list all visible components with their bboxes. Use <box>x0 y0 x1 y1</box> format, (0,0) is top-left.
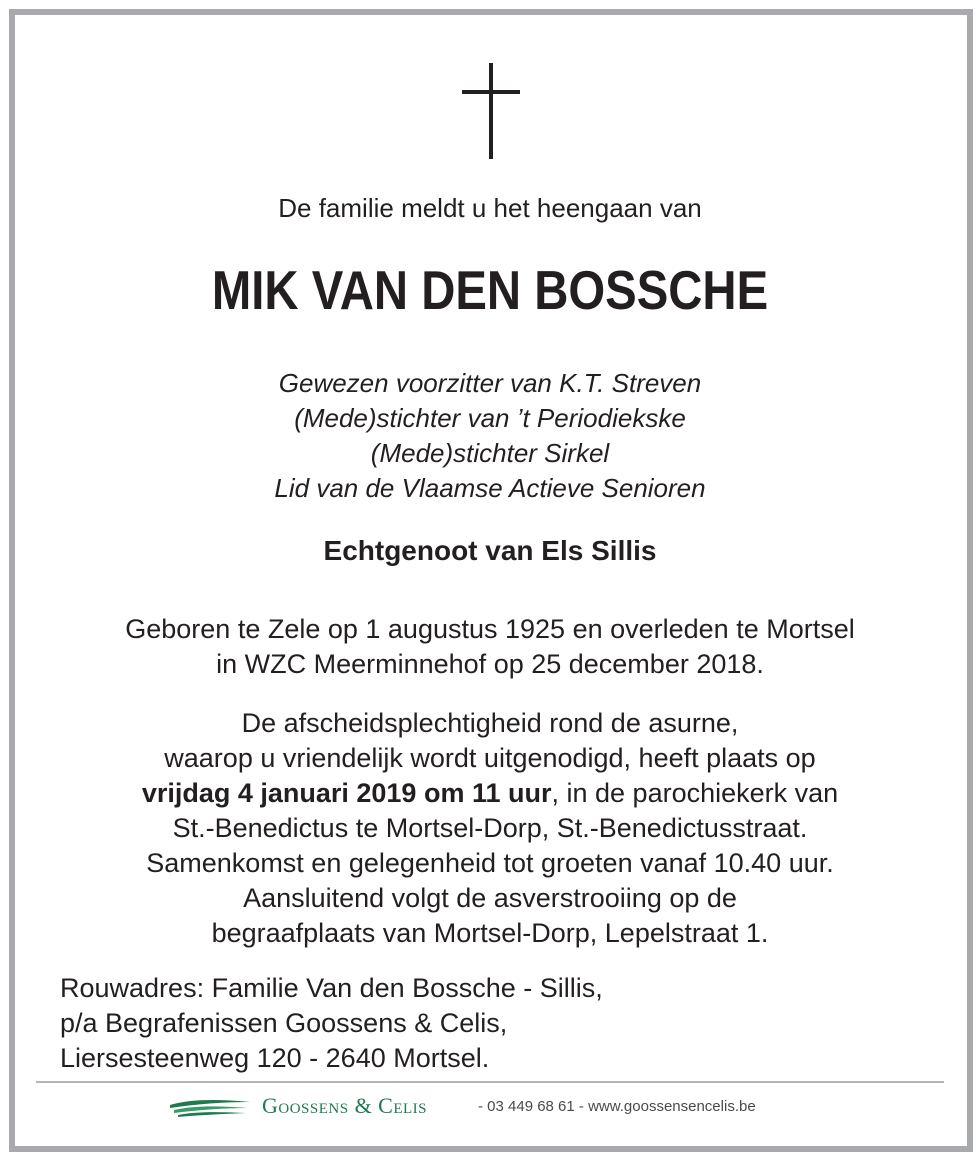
role-item: (Mede)stichter Sirkel <box>370 438 610 468</box>
ceremony-location-start: , in de parochiekerk van <box>551 778 839 808</box>
ceremony-line-6: Aansluitend volgt de asverstrooiing op de <box>243 883 737 913</box>
funeral-home-contact[interactable]: - 03 449 68 61 - www.goossensencelis.be <box>478 1098 756 1115</box>
swoosh-logo-icon <box>168 1096 252 1118</box>
ceremony-line-3 <box>40 776 940 811</box>
address-line-1: Rouwadres: Familie Van den Bossche - Sillis, <box>60 973 603 1003</box>
address-line-3: Liersesteenweg 120 - 2640 Mortsel. <box>60 1043 490 1073</box>
roles-list <box>40 366 940 506</box>
ceremony-line-5: Samenkomst en gelegenheid tot groeten vanaf 10.40 uur. <box>146 848 834 878</box>
funeral-home-brand: Goossens & Celis <box>262 1093 428 1118</box>
address-line-2: p/a Begrafenissen Goossens & Celis, <box>60 1008 508 1038</box>
ceremony-line-7: begraafplaats van Mortsel-Dorp, Lepelstraat 1. <box>211 918 769 948</box>
ceremony-line-4: St.-Benedictus te Mortsel-Dorp, St.-Benedictusstraat. <box>172 813 808 843</box>
ceremony-line-1: De afscheidsplechtigheid rond de asurne, <box>241 708 739 738</box>
role-item: Lid van de Vlaamse Actieve Senioren <box>274 473 706 503</box>
birth-death-text <box>40 612 940 682</box>
ceremony-text <box>40 706 940 951</box>
role-item: Gewezen voorzitter van K.T. Streven <box>278 368 702 398</box>
cross-icon <box>462 63 520 159</box>
footer <box>0 1092 980 1124</box>
spouse-text: Echtgenoot van Els Sillis <box>323 535 657 566</box>
ceremony-line-2: waarop u vriendelijk wordt uitgenodigd, heeft plaats op <box>164 743 816 773</box>
mourning-address <box>60 971 603 1076</box>
birth-line-1: Geboren te Zele op 1 augustus 1925 en overleden te Mortsel <box>125 614 855 644</box>
ceremony-date: vrijdag 4 januari 2019 om 11 uur <box>141 778 552 808</box>
footer-divider <box>36 1081 944 1083</box>
intro-text: De familie meldt u het heengaan van <box>278 193 702 223</box>
role-item: (Mede)stichter van ’t Periodiekske <box>294 403 686 433</box>
deceased-name: MIK VAN DEN BOSSCHE <box>211 259 769 321</box>
birth-line-2: in WZC Meerminnehof op 25 december 2018. <box>216 649 764 679</box>
